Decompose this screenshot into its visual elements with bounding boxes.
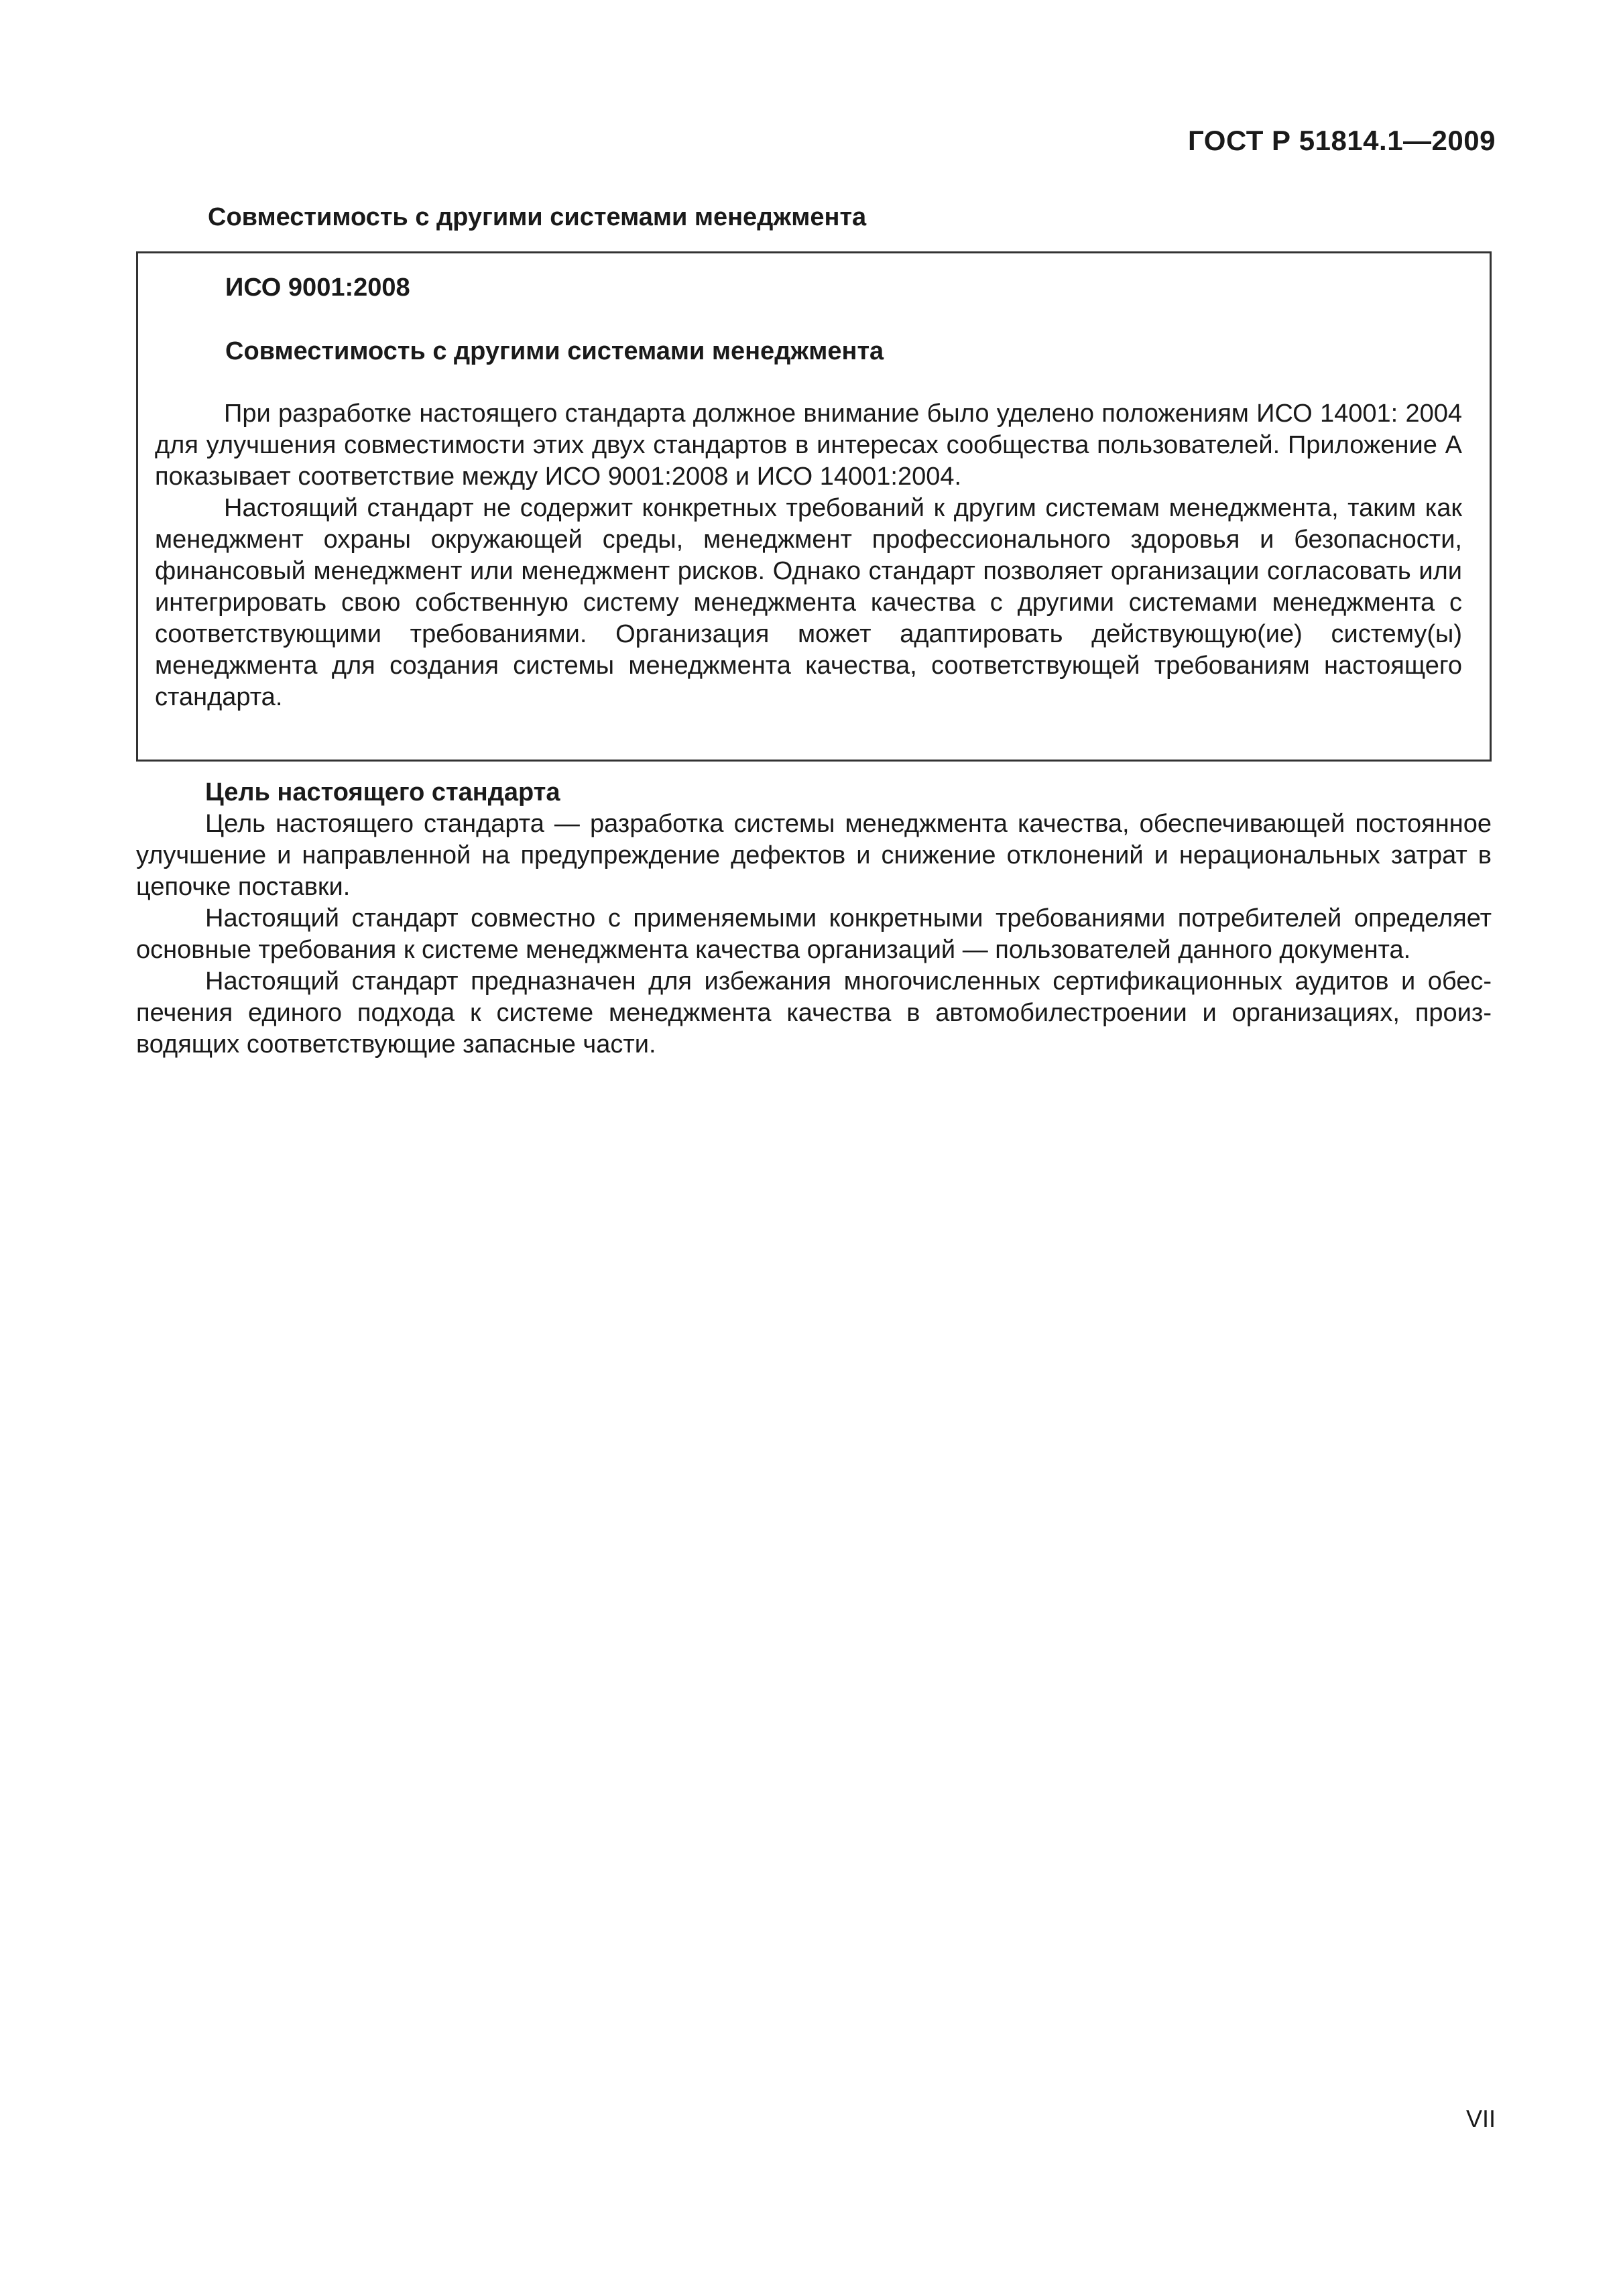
section-title-compatibility: Совместимость с другими системами менеджмента	[208, 203, 867, 231]
standard-reference: ИСО 9001:2008	[225, 274, 410, 302]
box-body	[155, 398, 1462, 713]
page-number: VII	[1465, 2105, 1496, 2132]
purpose-section	[136, 776, 1492, 1061]
body-paragraph: Цель настоящего стандарта — разработка системы менеджмента качества, обеспечивающей постоянное улучшение и направленной на предупреждение дефектов и снижение отклонений и нерациональных затрат в цепочке поставки.	[136, 810, 1492, 901]
quoted-standard-box	[136, 251, 1492, 762]
section-title-purpose: Цель настоящего стандарта	[205, 778, 560, 806]
box-heading: Совместимость с другими системами менеджмента	[225, 337, 884, 365]
body-paragraph: Настоящий стандарт совместно с применяемыми конкретными требованиями потребителей определяет основные требования к системе менеджмента качества организаций — пользователей данного документа.	[136, 904, 1492, 964]
box-paragraph: Настоящий стандарт не содержит конкретных требований к другим системам менеджмента, таким как менеджмент охраны окружающей среды, менеджмент профессионального здоровья и безопасности, финансовый менеджмент или менеджмент рисков. Однако стандарт позволяет организации согласовать или интегрировать свою собственную систему менеджмента качества с другими системами менеджмента с соответствующими требованиями. Организация может адаптировать действующую(ие) систему(ы) менеджмента для создания системы менеджмента качества, соответствующей требованиям настоящего стандарта.	[155, 494, 1462, 711]
body-paragraph: Настоящий стандарт предназначен для избежания многочисленных сертификационных аудитов и обеспечения единого подхода к системе менеджмента качества в автомобилестроении и организациях, производящих соответствующие запасные части.	[136, 967, 1492, 1059]
document-code: ГОСТ Р 51814.1—2009	[1188, 125, 1496, 156]
box-paragraph: При разработке настоящего стандарта должное внимание было уделено положениям ИСО 14001: 2004 для улучшения совместимости этих двух стандартов в интересах сообщества пользователей. Приложение А показывает соответствие между ИСО 9001:2008 и ИСО 14001:2004.	[155, 400, 1462, 491]
